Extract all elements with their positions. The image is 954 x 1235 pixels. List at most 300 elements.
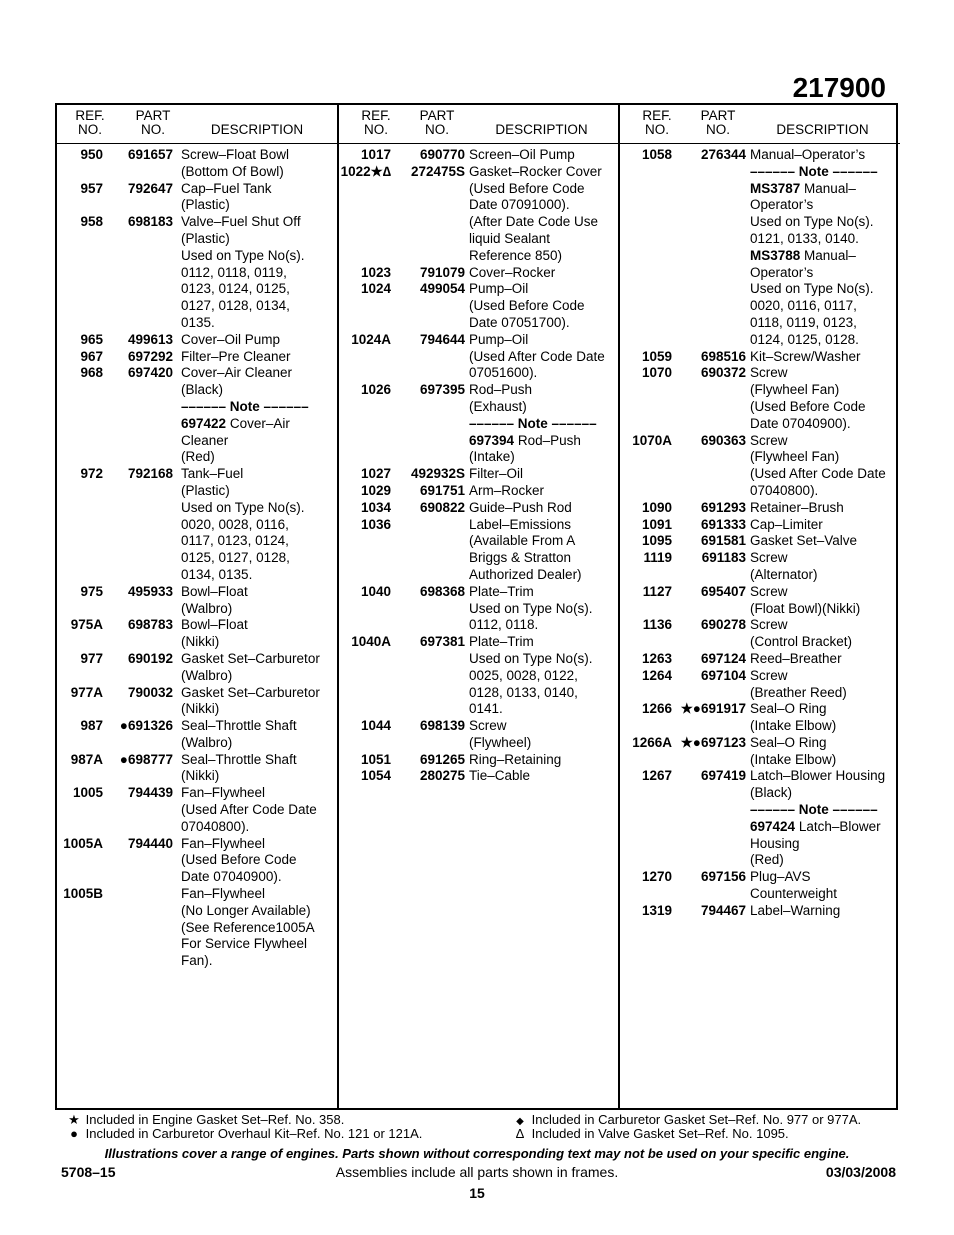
ref-number: 1058 [641,147,672,162]
description-line: (Plastic) [181,482,230,498]
description-line: Arm–Rocker [469,482,545,498]
part-number: 697395 [419,382,465,398]
description-line: (Used After Code Date [750,466,886,482]
description-line: Fan–Flywheel [181,835,266,851]
page-number: 15 [469,1185,485,1201]
part-row [339,483,618,500]
description-line: Fan). [181,953,213,969]
description-line: (Intake Elbow) [750,751,837,767]
description-line: Guide–Push Rod [469,499,572,515]
part-row [339,718,618,752]
part-description [469,500,618,517]
description-line: Operator’s [750,264,814,280]
ref-number: 1267 [641,768,672,784]
part-number: 792647 [127,180,173,196]
part-description [750,701,898,735]
footnote-valve-gasket: ∆ Included in Valve Gasket Set–Ref. No. 1095. [512,1126,789,1141]
part-row [57,752,337,786]
part-description [469,265,618,282]
description-line: Seal–O Ring [750,701,827,717]
part-description [181,181,337,215]
part-number: 697419 [700,768,746,784]
description-line: (Bottom Of Bowl) [181,163,284,179]
part-description [469,147,618,164]
part-header: PART NO. [135,108,171,137]
description-line: 0020, 0028, 0116, [181,516,289,532]
part-description [181,365,337,466]
part-number: 698783 [127,617,173,633]
part-row [339,517,618,584]
part-row [57,349,337,366]
parts-column-2 [337,103,618,1108]
description-line: Ring–Retaining [469,751,562,767]
part-description [181,214,337,332]
part-description [469,164,618,265]
part-row [339,752,618,769]
part-description [469,584,618,634]
description-line: 0134, 0135. [181,566,253,582]
part-row [339,281,618,331]
part-row [339,634,618,718]
description-line: Pump–Oil [469,331,529,347]
part-row [57,685,337,719]
description-line: Operator’s [750,197,814,213]
part-row [620,701,898,735]
description-line: (Black) [750,785,793,801]
description-line: (Breather Reed) [750,684,847,700]
part-number: 690822 [419,499,465,515]
ref-number: 977 [80,650,103,666]
part-description [181,651,337,685]
part-number: 690363 [700,432,746,448]
ref-number: 967 [80,348,103,364]
doc-date: 03/03/2008 [825,1164,896,1180]
description-line: –––––– Note –––––– [750,802,878,818]
part-row [620,517,898,534]
description-line: Gasket Set–Carburetor [181,650,320,666]
description-line: 0020, 0116, 0117, [750,298,857,314]
part-description [181,349,337,366]
part-description [181,584,337,618]
description-line: 0112, 0118. [469,617,539,633]
description-line: Briggs & Stratton [469,550,572,566]
ref-number: 1270 [641,869,672,885]
description-line: Bowl–Float [181,583,248,599]
description-line: 0141. [469,701,503,717]
ref-number: 975 [80,583,103,599]
part-row [57,836,337,886]
ref-number: 1024A [351,331,391,347]
header-rule [337,143,620,144]
part-number: 794644 [419,331,465,347]
description-line: (Alternator) [750,566,818,582]
part-description [469,483,618,500]
part-row [339,768,618,785]
part-number: 697156 [700,869,746,885]
description-line: MS3788 Manual– [750,247,856,263]
column-header [339,109,618,141]
part-description [750,617,898,651]
part-row [57,332,337,349]
description-line: Used on Type No(s). [750,214,874,230]
part-row [57,147,337,181]
part-number: 698139 [419,718,465,734]
part-number: ★●691917 [680,701,746,717]
description-line: Screw [750,550,788,566]
description-line: (Walbro) [181,734,233,750]
description-line: 0118, 0119, 0123, [750,314,857,330]
part-row [620,903,898,920]
part-description [750,903,898,920]
part-row [57,718,337,752]
part-description [469,281,618,331]
model-number: 217900 [792,72,886,103]
part-number: 691183 [701,550,746,566]
description-line: (Walbro) [181,667,233,683]
ref-number: 1017 [360,147,391,162]
part-number: 794439 [127,785,173,801]
ref-number: 972 [80,466,103,482]
description-line: Screw [750,617,788,633]
ref-number: 1136 [642,617,672,633]
description-line: Gasket Set–Carburetor [181,684,320,700]
part-description [181,752,337,786]
ref-number: 1040A [351,634,391,650]
part-number: 691657 [127,147,173,162]
part-row [620,365,898,432]
ref-number: 1059 [641,348,672,364]
ref-number: 1044 [360,718,391,734]
part-number: 691751 [419,482,465,498]
description-line: Plate–Trim [469,583,534,599]
footnote-carb-kit: ● Included in Carburetor Overhaul Kit–Ref. No. 121 or 121A. [66,1126,422,1141]
description-line: 07051600). [469,365,538,381]
part-description [469,634,618,718]
ref-number: 1051 [360,751,391,767]
diamond-icon: ◆ [516,1116,524,1127]
description-line: (Used Before Code [469,298,585,314]
description-line: (Control Bracket) [750,634,853,650]
part-row [620,617,898,651]
part-description [750,365,898,432]
part-number: 792168 [127,466,173,482]
description-line: Cover–Air Cleaner [181,365,293,381]
description-line: (Nikki) [181,701,220,717]
part-row [339,382,618,466]
ref-number: 1091 [641,516,672,532]
part-number: 697420 [127,365,173,381]
description-line: (Plastic) [181,197,230,213]
part-number: 794440 [127,835,173,851]
parts-rows [57,147,337,970]
part-description [750,433,898,500]
description-header: DESCRIPTION [495,122,588,137]
part-description [469,382,618,466]
part-description [750,584,898,618]
ref-number: 1022★∆ [340,163,391,179]
part-row [57,651,337,685]
description-line: Seal–Throttle Shaft [181,751,297,767]
ref-number: 1034 [360,499,391,515]
description-line: Date 07091000). [469,197,570,213]
column-header [57,109,337,141]
part-description [181,886,337,970]
part-row [620,550,898,584]
description-line: 07040800). [750,482,819,498]
part-row [57,886,337,970]
ref-number: 1005 [72,785,103,801]
ref-number: 958 [80,214,103,230]
description-line: Tie–Cable [469,768,531,784]
part-number: 691333 [700,516,746,532]
part-number: 697124 [700,650,746,666]
part-description [469,718,618,752]
star-icon: ★ [68,1112,80,1127]
part-row [620,768,898,869]
part-description [181,836,337,886]
parts-table [55,103,898,1110]
ref-number: 1119 [643,550,672,566]
description-line: Screen–Oil Pump [469,147,575,162]
description-line: (Walbro) [181,600,233,616]
description-line: (See Reference1005A [181,919,315,935]
description-line: Valve–Fuel Shut Off [181,214,301,230]
description-line: (Intake Elbow) [750,718,837,734]
footnote-engine-gasket: ★ Included in Engine Gasket Set–Ref. No. 358. [66,1112,344,1127]
description-line: Screw [750,365,788,381]
part-row [620,533,898,550]
ref-number: 1095 [641,533,672,549]
description-line: (Used Before Code [750,398,866,414]
part-description [181,685,337,719]
part-row [339,265,618,282]
description-line: (Nikki) [181,768,220,784]
part-row [620,668,898,702]
ref-number: 957 [80,180,103,196]
part-description [181,718,337,752]
part-row [57,365,337,466]
part-description [469,466,618,483]
part-description [750,869,898,903]
header-rule [618,143,900,144]
description-line: Plate–Trim [469,634,534,650]
ref-number: 1036 [360,516,391,532]
part-row [620,349,898,366]
description-line: Used on Type No(s). [181,499,305,515]
part-description [750,768,898,869]
part-number: 698368 [419,583,465,599]
description-line: Cap–Fuel Tank [181,180,272,196]
description-header: DESCRIPTION [210,122,304,137]
part-description [750,500,898,517]
description-line: Kit–Screw/Washer [750,348,861,364]
part-number: 698183 [127,214,173,230]
ref-number: 1024 [360,281,391,297]
description-line: Label–Warning [750,902,841,918]
description-line: Seal–O Ring [750,734,827,750]
description-line: 07040800). [181,818,250,834]
ref-number: 1319 [641,902,672,918]
part-description [750,550,898,584]
part-description [469,332,618,382]
part-description [469,752,618,769]
description-line: MS3787 Manual– [750,180,856,196]
description-line: Used on Type No(s). [469,650,593,666]
parts-column-3 [618,103,898,1108]
part-row [57,785,337,835]
part-description [181,332,337,349]
part-number: 690770 [419,147,465,162]
part-number: 272475S [410,163,465,179]
description-line: –––––– Note –––––– [181,398,309,414]
description-line: 697422 Cover–Air [181,415,290,431]
part-row [339,332,618,382]
part-description [469,517,618,584]
description-line: Housing [750,835,800,851]
ref-number: 987 [80,718,103,734]
description-line: Counterweight [750,886,838,902]
description-line: 0117, 0123, 0124, [181,533,289,549]
part-row [620,433,898,500]
description-line: Screw [469,718,507,734]
description-line: Filter–Pre Cleaner [181,348,291,364]
part-description [181,466,337,584]
ref-number: 1263 [641,650,672,666]
description-line: (Exhaust) [469,398,527,414]
description-line: Used on Type No(s). [181,247,305,263]
description-line: (Float Bowl)(Nikki) [750,600,861,616]
part-number: 790032 [127,684,173,700]
description-line: Filter–Oil [469,466,524,482]
part-header: PART NO. [700,108,736,137]
description-line: 0121, 0133, 0140. [750,230,859,246]
ref-number: 1040 [360,583,391,599]
part-number: 794467 [700,902,746,918]
description-line: Label–Emissions [469,516,572,532]
description-line: Reed–Breather [750,650,842,666]
part-number: ★●697123 [680,734,746,750]
description-line: 0123, 0124, 0125, [181,281,290,297]
part-row [339,466,618,483]
description-line: (Used Before Code [469,180,585,196]
ref-number: 1054 [360,768,391,784]
description-line: Fan–Flywheel [181,886,266,902]
description-line: Reference 850) [469,247,563,263]
ref-number: 1005A [63,835,103,851]
description-line: Manual–Operator’s [750,147,866,162]
description-line: Cover–Oil Pump [181,331,281,347]
bullet-icon: ● [70,1126,78,1141]
part-row [620,869,898,903]
part-row [620,735,898,769]
description-line: (Flywheel) [469,734,532,750]
description-line: (Used Before Code [181,852,297,868]
ref-number: 1127 [642,583,672,599]
part-number: 697381 [419,634,465,650]
ref-number: 1027 [360,466,391,482]
part-description [750,517,898,534]
part-description [750,147,898,349]
part-number: 276344 [700,147,746,162]
part-description [181,617,337,651]
part-number: 690192 [127,650,173,666]
description-line: (Black) [181,382,224,398]
part-row [57,584,337,618]
ref-number: 1070A [632,432,672,448]
description-line: (Intake) [469,449,515,465]
description-line: (Used After Code Date [181,802,317,818]
description-line: Used on Type No(s). [469,600,593,616]
ref-number: 1266 [641,701,672,717]
ref-number: 1029 [360,482,391,498]
description-line: Screw [750,667,788,683]
description-line: Cover–Rocker [469,264,556,280]
ref-header: REF. NO. [642,108,672,137]
description-line: liquid Sealant [469,230,551,246]
description-line: Authorized Dealer) [469,566,582,582]
description-line: (Red) [750,852,784,868]
description-line: 0135. [181,314,215,330]
description-line: Cleaner [181,432,229,448]
description-line: Screw [750,583,788,599]
description-line: Bowl–Float [181,617,248,633]
part-description [469,768,618,785]
part-number: 690372 [700,365,746,381]
ref-number: 987A [70,751,103,767]
part-number: 697292 [127,348,173,364]
part-row [620,584,898,618]
part-row [339,147,618,164]
description-line: (Flywheel Fan) [750,382,840,398]
part-header: PART NO. [419,108,455,137]
part-number: 499613 [127,331,173,347]
description-line: (No Longer Available) [181,902,311,918]
part-description [181,147,337,181]
ref-header: REF. NO. [361,108,391,137]
column-header [620,109,898,141]
part-number: 791079 [419,264,465,280]
part-description [750,668,898,702]
parts-rows [620,147,898,920]
description-line: Gasket–Rocker Cover [469,163,602,179]
description-line: Plug–AVS [750,869,811,885]
part-number: 690278 [700,617,746,633]
description-line: (Used After Code Date [469,348,605,364]
description-line: (Available From A [469,533,576,549]
part-row [620,651,898,668]
ref-number: 1090 [641,499,672,515]
description-line: Retainer–Brush [750,499,844,515]
description-line: Latch–Blower Housing [750,768,886,784]
ref-number: 975A [70,617,103,633]
description-line: 697424 Latch–Blower [750,818,881,834]
part-number: 691581 [700,533,746,549]
part-row [57,214,337,332]
ref-number: 1266A [632,734,672,750]
description-line: (Flywheel Fan) [750,449,840,465]
part-number: 691265 [419,751,465,767]
description-line: –––––– Note –––––– [469,415,597,431]
ref-header: REF. NO. [75,108,105,137]
description-line: –––––– Note –––––– [750,163,878,179]
part-number: 492932S [410,466,465,482]
description-line: (Plastic) [181,230,230,246]
part-number: 697104 [700,667,746,683]
part-row [339,500,618,517]
description-line: Fan–Flywheel [181,785,266,801]
part-number: 691293 [700,499,746,515]
description-line: Used on Type No(s). [750,281,874,297]
